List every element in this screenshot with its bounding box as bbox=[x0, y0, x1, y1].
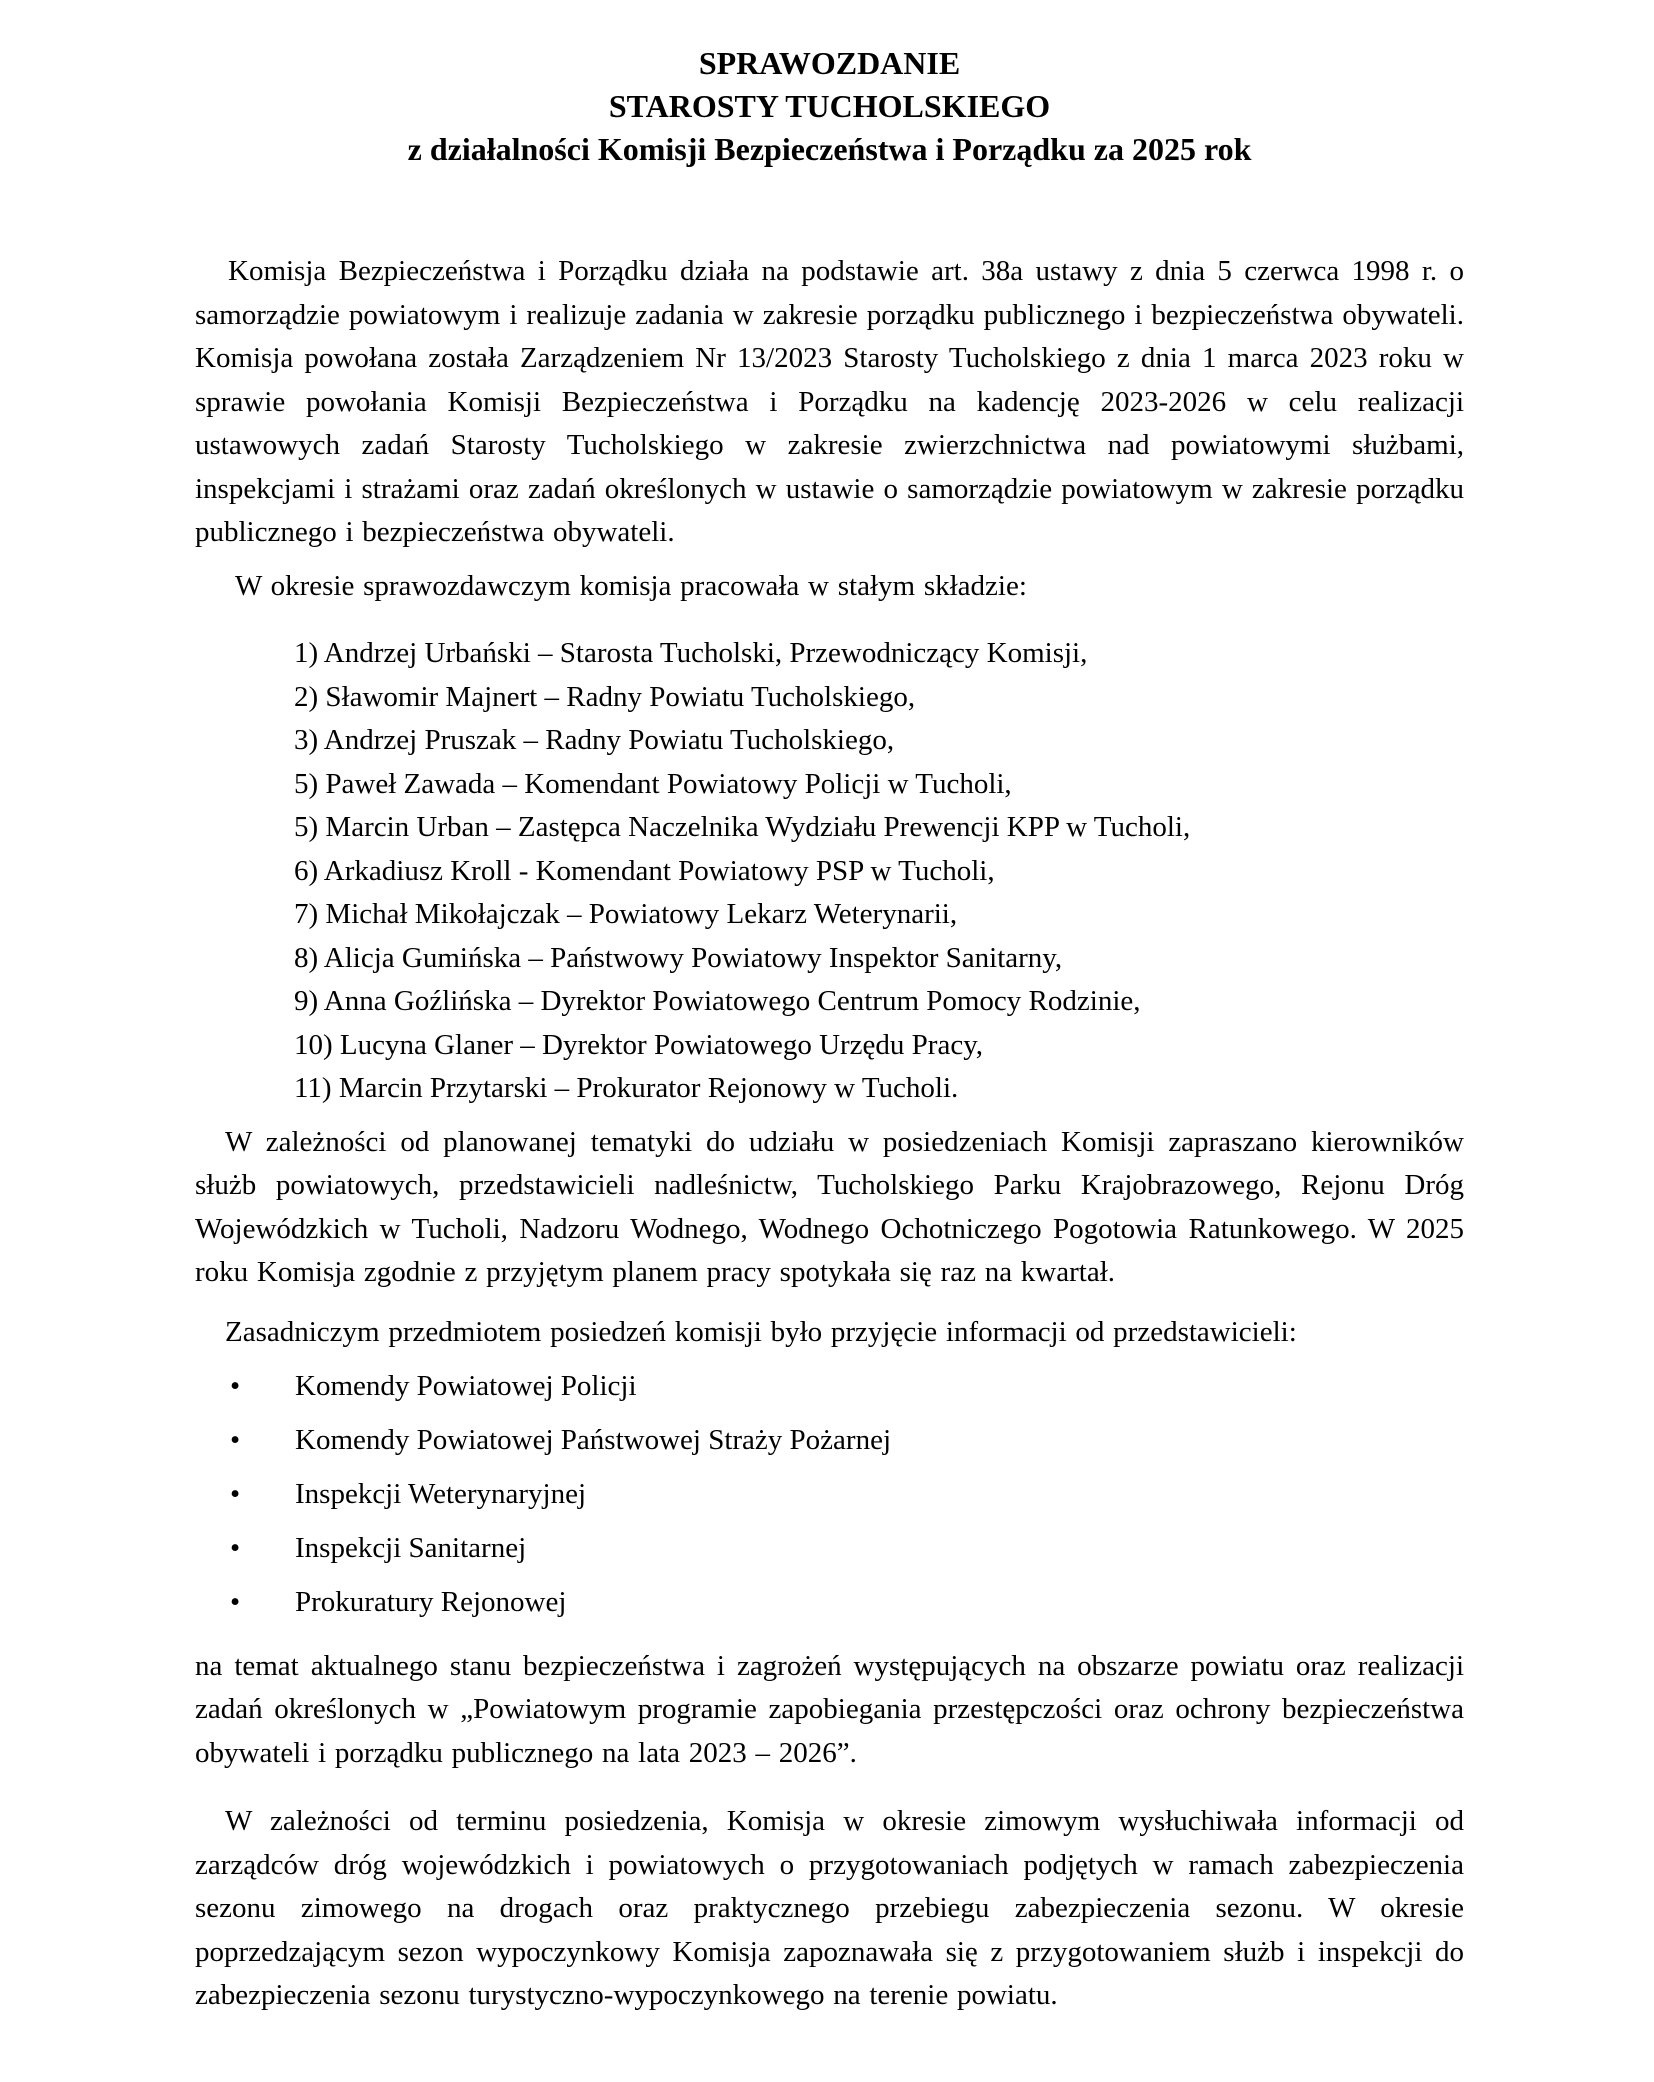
report-title-line-2: STAROSTY TUCHOLSKIEGO bbox=[608, 88, 1051, 124]
member-list-item: 3) Andrzej Pruszak – Radny Powiatu Tucholskiego, bbox=[294, 724, 895, 756]
report-title-line-3: z działalności Komisji Bezpieczeństwa i Porządku za 2025 rok bbox=[407, 131, 1252, 167]
bullet-icon: • bbox=[230, 1478, 241, 1510]
member-list-item: 2) Sławomir Majnert – Radny Powiatu Tucholskiego, bbox=[294, 680, 916, 713]
paragraph-subject-lead: Zasadniczym przedmiotem posiedzeń komisji było przyjęcie informacji od przedstawicieli: bbox=[225, 1315, 1297, 1348]
member-list-item: 8) Alicja Gumińska – Państwowy Powiatowy Inspektor Sanitarny, bbox=[294, 941, 1063, 974]
member-list-item: 5) Paweł Zawada – Komendant Powiatowy Policji w Tucholi, bbox=[294, 767, 1012, 800]
bullet-icon: • bbox=[230, 1424, 241, 1456]
list-item-label: Inspekcji Sanitarnej bbox=[295, 1532, 527, 1564]
member-list-item: 5) Marcin Urban – Zastępca Naczelnika Wydziału Prewencji KPP w Tucholi, bbox=[294, 811, 1191, 843]
list-item bbox=[195, 1365, 1464, 1409]
member-list-item: 9) Anna Goźlińska – Dyrektor Powiatowego Centrum Pomocy Rodzinie, bbox=[294, 985, 1141, 1017]
list-item-label: Prokuratury Rejonowej bbox=[295, 1586, 567, 1618]
paragraph-seasonal-preparations: W zależności od terminu posiedzenia, Komisja w okresie zimowym wysłuchiwała informacji od zarządców dróg wojewódzkich i powiatowych o przygotowaniach podjętych w ramach zabezpieczenia sezonu zimowego na drogach oraz praktycznego przebiegu zabezpieczenia sezonu. W okresie poprzedzającym sezon wypoczynkowy Komisja zapoznawała się z przygotowaniem służb i inspekcji do zabezpieczenia sezonu turystyczno-wypoczynkowego na terenie powiatu. bbox=[195, 1805, 1464, 2011]
bullet-icon: • bbox=[230, 1370, 241, 1402]
bullet-icon: • bbox=[230, 1532, 241, 1564]
institution-bullet-list bbox=[195, 1365, 1464, 1625]
member-list-item: 6) Arkadiusz Kroll - Komendant Powiatowy PSP w Tucholi, bbox=[294, 854, 995, 887]
list-item-label: Inspekcji Weterynaryjnej bbox=[295, 1478, 587, 1510]
list-item bbox=[195, 1419, 1464, 1463]
member-list-item: 10) Lucyna Glaner – Dyrektor Powiatowego Urzędu Pracy, bbox=[294, 1028, 984, 1061]
list-item bbox=[195, 1527, 1464, 1571]
member-list-item: 7) Michał Mikołajczak – Powiatowy Lekarz Weterynarii, bbox=[294, 898, 958, 930]
paragraph-invited-participants: W zależności od planowanej tematyki do udziału w posiedzeniach Komisji zapraszano kierowników służb powiatowych, przedstawicieli nadleśnictw, Tucholskiego Parku Krajobrazowego, Rejonu Dróg Wojewódzkich w Tucholi, Nadzoru Wodnego, Wodnego Ochotniczego Pogotowia Ratunkowego. W 2025 roku Komisja zgodnie z przyjętym planem pracy spotykała się raz na kwartał. bbox=[195, 1125, 1464, 1288]
list-item bbox=[195, 1473, 1464, 1517]
member-list-item: 1) Andrzej Urbański – Starosta Tucholski, Przewodniczący Komisji, bbox=[294, 637, 1088, 669]
list-item bbox=[195, 1581, 1464, 1625]
list-item-label: Komendy Powiatowej Policji bbox=[295, 1370, 637, 1402]
committee-member-list bbox=[195, 632, 1464, 1111]
paragraph-composition-lead: W okresie sprawozdawczym komisja pracowała w stałym składzie: bbox=[235, 569, 1027, 602]
paragraph-intro: Komisja Bezpieczeństwa i Porządku działa na podstawie art. 38a ustawy z dnia 5 czerwca 1998 r. o samorządzie powiatowym i realizuje zadania w zakresie porządku publicznego i bezpieczeństwa obywateli. Komisja powołana została Zarządzeniem Nr 13/2023 Starosty Tucholskiego z dnia 1 marca 2023 roku w sprawie powołania Komisji Bezpieczeństwa i Porządku na kadencję 2023-2026 w celu realizacji ustawowych zadań Starosty Tucholskiego w zakresie zwierzchnictwa nad powiatowymi służbami, inspekcjami i strażami oraz zadań określonych w ustawie o samorządzie powiatowym w zakresie porządku publicznego i bezpieczeństwa obywateli. bbox=[195, 255, 1464, 548]
paragraph-subject-continuation: na temat aktualnego stanu bezpieczeństwa i zagrożeń występujących na obszarze powiatu oraz realizacji zadań określonych w „Powiatowym programie zapobiegania przestępczości oraz ochrony bezpieczeństwa obywateli i porządku publicznego na lata 2023 – 2026”. bbox=[195, 1649, 1464, 1769]
member-list-item: 11) Marcin Przytarski – Prokurator Rejonowy w Tucholi. bbox=[294, 1072, 959, 1104]
report-title bbox=[195, 42, 1464, 171]
report-title-line-1: SPRAWOZDANIE bbox=[698, 45, 961, 81]
bullet-icon: • bbox=[230, 1586, 241, 1618]
list-item-label: Komendy Powiatowej Państwowej Straży Pożarnej bbox=[295, 1424, 892, 1456]
